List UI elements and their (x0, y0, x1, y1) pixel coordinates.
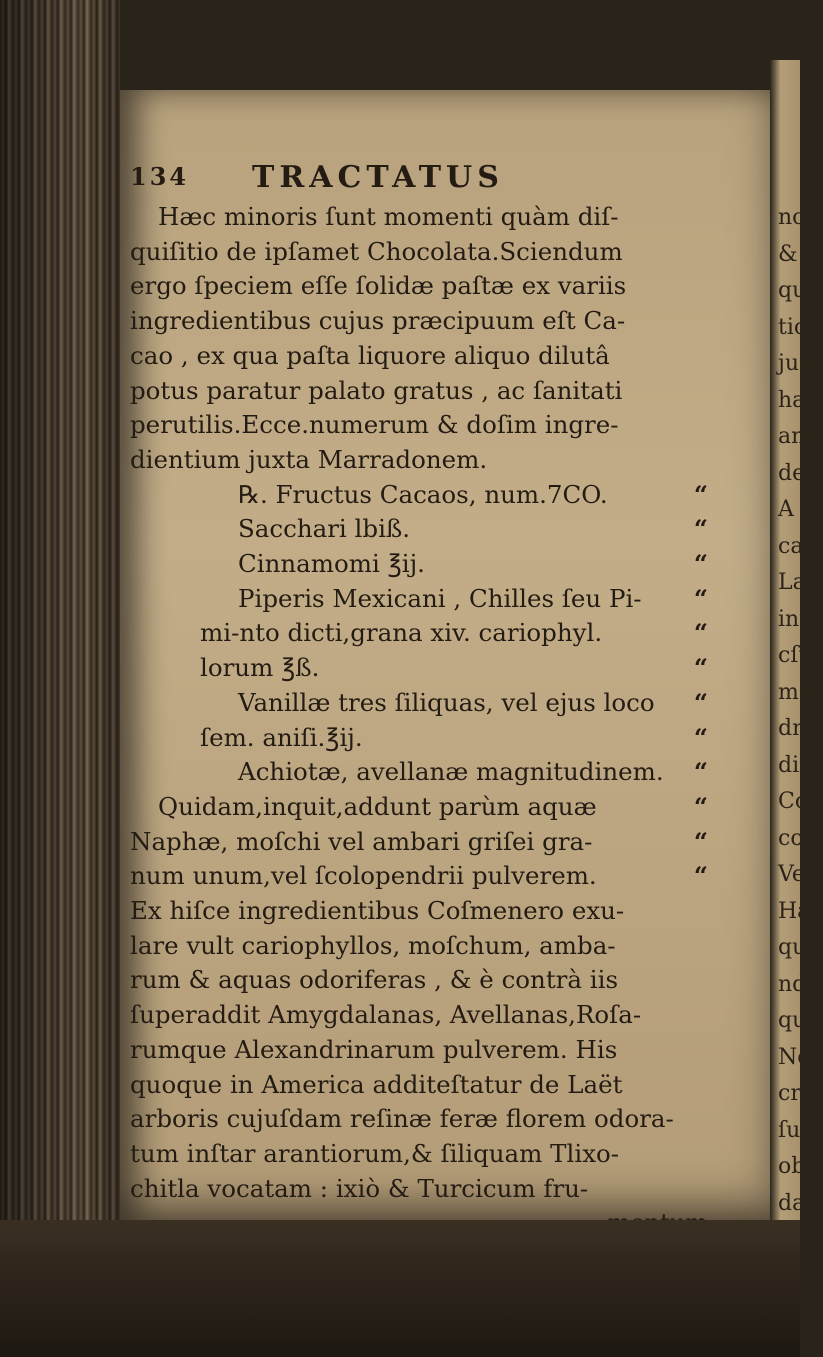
line-text: Piperis Mexicani , Chilles ſeu Pi- (238, 583, 642, 613)
facing-page-fragment: juq (778, 351, 814, 376)
margin-quote-mark: “ (693, 618, 708, 648)
text-lines (130, 200, 760, 1206)
facing-page-fragment: ncti (778, 205, 821, 230)
facing-page-fragment: diſ (778, 752, 808, 778)
line-text: Sacchari lbiß. (238, 514, 411, 544)
line-text: ingredientibus cujus præcipuum eſt Ca- (130, 306, 626, 336)
line-text: ſem. aniſi.℥ij. (200, 722, 363, 752)
line-text: mi-nto dicti,grana xiv. cariophyl. (200, 618, 603, 648)
text-line (130, 269, 760, 304)
text-line (130, 1033, 760, 1068)
facing-page-fragment: cſt (778, 643, 808, 668)
text-line (130, 651, 760, 686)
line-text: arboris cujuſdam reſinæ feræ florem odora- (130, 1104, 674, 1134)
line-text: rum & aquas odoriferas , & è contrà iis (130, 965, 619, 995)
text-line (130, 1102, 760, 1137)
line-text: perutilis.Ecce.numerum & doſim ingre- (130, 410, 619, 440)
line-text: potus paratur palato gratus , ac ſanitati (130, 375, 623, 405)
text-line (130, 374, 760, 409)
line-text: tum inſtar arantiorum,& ſiliquam Tlixo- (130, 1138, 620, 1168)
line-text: Achiotæ, avellanæ magnitudinem. (238, 757, 664, 787)
line-text: quiſitio de ipſamet Chocolata.Sciendum (130, 236, 623, 266)
facing-page-fragment: deſ (778, 460, 814, 486)
book-binding-edge (0, 0, 120, 1357)
facing-page-fragment: A (778, 497, 794, 522)
page-number: 134 (130, 162, 190, 191)
line-text: lare vult cariophyllos, moſchum, amba- (130, 930, 616, 960)
text-line (130, 825, 760, 860)
text-line (130, 686, 760, 721)
facing-page-fragment: ob (778, 1154, 806, 1179)
text-line (130, 512, 760, 547)
facing-page-fragment: qui (778, 278, 814, 303)
facing-page-fragment: qu (778, 1008, 807, 1033)
text-line (130, 929, 760, 964)
margin-quote-mark: “ (693, 722, 708, 752)
facing-page-fragment: hæ (778, 387, 813, 413)
line-text: Vanillæ tres ſiliquas, vel ejus loco (238, 687, 655, 717)
line-text: Quidam,inquit,addunt parùm aquæ (158, 791, 597, 821)
facing-page-fragments (770, 60, 823, 1259)
text-line (130, 1068, 760, 1103)
line-text: quoque in America additeſtatur de Laët (130, 1069, 623, 1099)
facing-page-fragment: Ha (778, 898, 811, 924)
text-line (130, 963, 760, 998)
facing-page-fragment: ant (778, 424, 815, 449)
margin-quote-mark: “ (693, 687, 708, 717)
line-text: ℞. Fructus Cacaos, num.7CO. (238, 479, 608, 509)
page-text (130, 160, 760, 1241)
margin-quote-mark: “ (693, 514, 708, 544)
margin-quote-mark: “ (693, 826, 708, 856)
line-text: chitla vocatam : ixiò & Turcicum fru- (130, 1173, 589, 1203)
line-text: Naphæ, moſchi vel ambari griſei gra- (130, 826, 593, 856)
facing-page-fragment: que (778, 935, 820, 960)
text-line (130, 582, 760, 617)
margin-quote-mark: “ (693, 653, 708, 683)
line-text: dientium juxta Marradonem. (130, 444, 488, 474)
text-line (130, 721, 760, 756)
margin-quote-mark: “ (693, 583, 708, 613)
text-line (130, 1137, 760, 1172)
text-line (130, 408, 760, 443)
line-text: Hæc minoris ſunt momenti quàm diſ- (158, 202, 619, 231)
text-line (130, 790, 760, 825)
line-text: ergo ſpeciem eſſe ſolidæ paſtæ ex variis (130, 271, 627, 301)
facing-page-fragment: Ve (778, 862, 805, 887)
text-line (130, 859, 760, 894)
text-line (130, 894, 760, 929)
facing-page-fragment: nd (778, 971, 807, 997)
facing-page-fragment: ma (778, 679, 812, 705)
margin-quote-mark: “ (693, 757, 708, 787)
facing-page-fragment: Co (778, 789, 809, 814)
line-text: cao , ex qua paſta liquore aliquo dilutâ (130, 340, 610, 370)
text-line (130, 304, 760, 339)
text-line (130, 547, 760, 582)
line-text: lorum ℥ß. (200, 653, 320, 683)
facing-page-fragment: cati (778, 533, 820, 559)
text-line (130, 235, 760, 270)
facing-page-fragment: cre (778, 1081, 814, 1106)
running-title: TRACTATUS (252, 160, 504, 195)
text-line (130, 755, 760, 790)
facing-page-fragment: & O (778, 241, 823, 267)
facing-page-fragment: cor (778, 825, 815, 851)
margin-quote-mark: “ (693, 549, 708, 579)
text-line (130, 443, 760, 478)
facing-page-fragment: dni (778, 716, 814, 741)
text-line (130, 200, 760, 235)
text-line (130, 1172, 760, 1207)
facing-page-edge (770, 60, 823, 1357)
facing-page-fragment: ſu (778, 1117, 801, 1143)
text-line (130, 339, 760, 374)
margin-quote-mark: “ (693, 479, 708, 509)
facing-page-fragment: da (778, 1190, 806, 1216)
text-line (130, 478, 760, 513)
facing-page-fragment: Lat (778, 570, 815, 595)
line-text: Cinnamomi ℥ij. (238, 549, 425, 579)
facing-page-fragment: Ne (778, 1044, 811, 1070)
line-text: num unum,vel ſcolopendrii pulverem. (130, 861, 597, 891)
line-text: rumque Alexandrinarum pulverem. His (130, 1034, 618, 1064)
text-line (130, 616, 760, 651)
line-text: ſuperaddit Amygdalanas, Avellanas,Roſa- (130, 1000, 642, 1030)
page-header (130, 160, 760, 200)
margin-quote-mark: “ (693, 791, 708, 821)
margin-quote-mark: “ (693, 861, 708, 891)
facing-page-fragment: tior (778, 314, 818, 340)
scan-bottom-shadow (0, 1220, 800, 1357)
line-text: Ex hiſce ingredientibus Coſmenero exu- (130, 896, 625, 926)
text-line (130, 998, 760, 1033)
facing-page-fragment: int (778, 606, 809, 632)
